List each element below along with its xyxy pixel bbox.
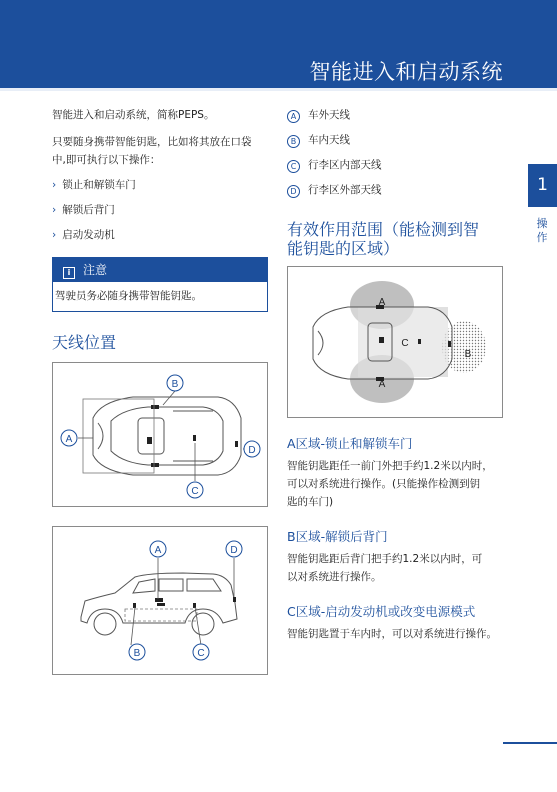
chapter-tab[interactable]: 1: [528, 164, 557, 207]
legend-item: B 车内天线: [287, 133, 350, 148]
label-c: C: [191, 486, 199, 497]
zone-b-label: B: [464, 349, 472, 360]
notice-text: 驾驶员务必随身携带智能钥匙。: [55, 290, 202, 302]
zone-a-title: A区域-锁止和解锁车门: [287, 436, 413, 451]
chevron-right-icon: ›: [52, 204, 57, 216]
zone-c-line: 智能钥匙置于车内时，可以对系统进行操作。: [287, 628, 497, 640]
antenna-heading: 天线位置: [52, 333, 117, 352]
page-title: 智能进入和启动系统: [309, 60, 503, 84]
zone-b-line: 以对系统进行操作。: [287, 571, 382, 583]
range-heading-line-2: 能钥匙的区域）: [287, 239, 400, 258]
list-item: › 锁止和解锁车门: [52, 179, 136, 191]
label-d: D: [230, 545, 238, 556]
info-icon: i: [63, 267, 75, 279]
chevron-right-icon: ›: [52, 229, 57, 241]
label-b: B: [171, 379, 179, 390]
range-heading-line-1: 有效作用范围（能检测到智: [287, 220, 480, 239]
notice-title: 注意: [83, 263, 108, 277]
range-figure: [287, 266, 503, 418]
notice-box: [52, 257, 268, 312]
zone-b-title: B区域-解锁后背门: [287, 529, 388, 544]
label-d: D: [248, 445, 256, 456]
legend-item: A 车外天线: [287, 108, 350, 123]
zone-b-line: 智能钥匙距后背门把手约1.2米以内时，可: [287, 553, 483, 565]
label-c: C: [197, 648, 205, 659]
intro-line-1: 智能进入和启动系统，简称PEPS。: [52, 109, 215, 121]
zone-a-line: 智能钥匙距任一前门外把手约1.2米以内时，: [287, 460, 493, 472]
chapter-label: 操作: [536, 217, 548, 244]
intro-line-2a: 只要随身携带智能钥匙，比如将其放在口袋: [52, 136, 252, 148]
list-item: › 解锁后背门: [52, 204, 115, 216]
antenna-top-view-figure: [52, 362, 268, 507]
intro-line-2b: 中,即可执行以下操作：: [52, 154, 161, 166]
header-divider: [0, 88, 557, 91]
zone-c-label: C: [401, 338, 409, 349]
chevron-right-icon: ›: [52, 179, 57, 191]
notice-header: [53, 258, 267, 282]
zone-c-title: C区域-启动发动机或改变电源模式: [287, 604, 476, 619]
zone-a-bottom-label: A: [378, 379, 386, 390]
label-a: A: [65, 434, 73, 445]
label-b: B: [133, 648, 141, 659]
zone-a-line: 可以对系统进行操作。(只能操作检测到钥: [287, 478, 481, 490]
zone-a-top-label: A: [378, 297, 386, 308]
zone-a-line: 匙的车门): [287, 496, 334, 508]
legend-item: D 行李区外部天线: [287, 183, 382, 198]
legend-item: C 行李区内部天线: [287, 158, 382, 173]
list-item: › 启动发动机: [52, 229, 115, 241]
antenna-side-view-figure: [52, 526, 268, 675]
label-a: A: [154, 545, 162, 556]
footer-rule: [503, 742, 557, 744]
